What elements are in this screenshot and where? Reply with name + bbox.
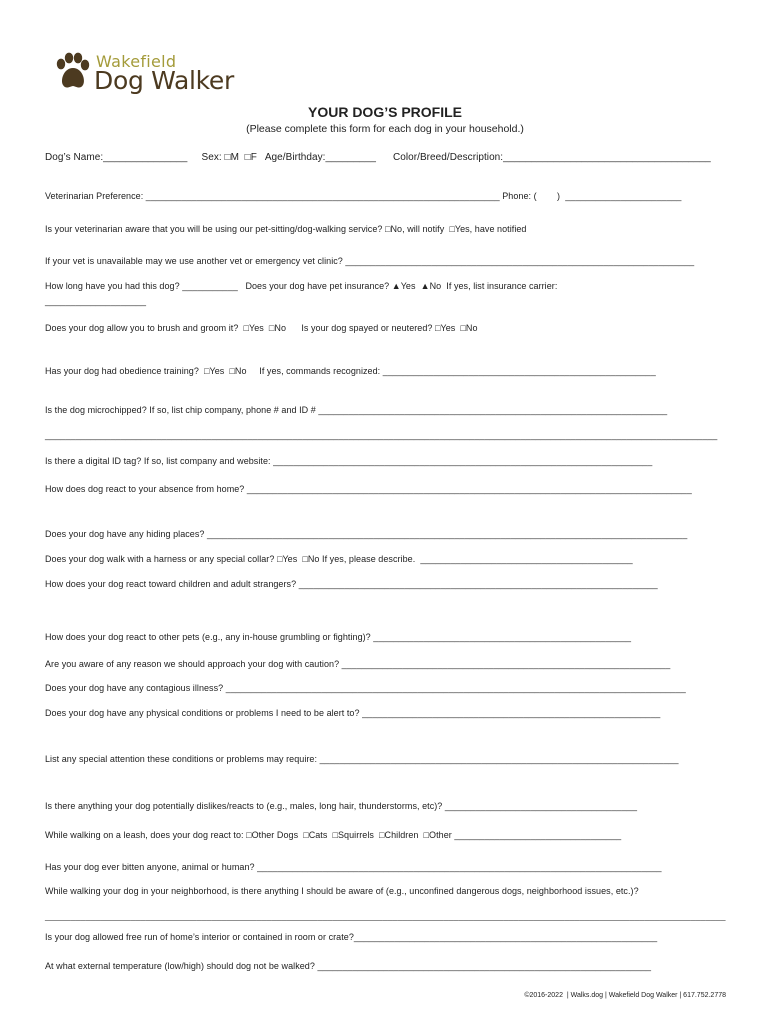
brand-name-top: Wakefield (96, 52, 177, 71)
contagious-illness-row[interactable]: Does your dog have any contagious illness? ___________________________________________________________________________________________ (45, 683, 686, 693)
insurance-carrier-field[interactable]: ____________________ (45, 296, 147, 306)
digital-id-row[interactable]: Is there a digital ID tag? If so, list company and website: ___________________________________________________________________________ (45, 456, 653, 466)
neighborhood-answer-line[interactable]: _______________________________________________________________________________________________________________________________________ (45, 911, 726, 921)
microchip-extra-line[interactable]: _____________________________________________________________________________________________________________________________________ (45, 430, 718, 440)
neighborhood-row: While walking your dog in your neighborhood, is there anything I should be aware of (e.g., unconfined dangerous dogs, neighborhood issues, etc.)? (45, 886, 639, 896)
bitten-row[interactable]: Has your dog ever bitten anyone, animal or human? ________________________________________________________________________________ (45, 862, 662, 872)
leash-reaction-row[interactable]: While walking on a leash, does your dog react to: □Other Dogs □Cats □Squirrels □Children □Other _________________________________ (45, 830, 622, 840)
special-attention-row[interactable]: List any special attention these conditions or problems may require: _______________________________________________________________________ (45, 754, 679, 764)
strangers-reaction-row[interactable]: How does your dog react toward children and adult strangers? _______________________________________________________________________ (45, 579, 658, 589)
microchip-row[interactable]: Is the dog microchipped? If so, list chip company, phone # and ID # _____________________________________________________________________ (45, 405, 668, 415)
page-title: YOUR DOG’S PROFILE (307, 104, 462, 120)
alternate-vet-row[interactable]: If your vet is unavailable may we use another vet or emergency vet clinic? _____________________________________________________________________ (45, 256, 695, 266)
harness-collar-row[interactable]: Does your dog walk with a harness or any special collar? □Yes □No If yes, please describe. __________________________________________ (45, 554, 633, 564)
absence-reaction-row[interactable]: How does dog react to your absence from home? ________________________________________________________________________________________ (45, 484, 692, 494)
brand-logo (52, 52, 252, 98)
veterinarian-row[interactable]: Veterinarian Preference: ______________________________________________________________________ Phone: ( ) _______________________ (45, 191, 682, 201)
caution-row[interactable]: Are you aware of any reason we should approach your dog with caution? _________________________________________________________________ (45, 659, 671, 669)
free-run-row[interactable]: Is your dog allowed free run of home’s interior or contained in room or crate?____________________________________________________________ (45, 932, 658, 942)
page-subtitle: (Please complete this form for each dog in your household.) (246, 123, 524, 135)
hiding-places-row[interactable]: Does your dog have any hiding places? _______________________________________________________________________________________________ (45, 529, 688, 539)
other-pets-row[interactable]: How does your dog react to other pets (e.g., any in-house grumbling or fighting)? ___________________________________________________ (45, 632, 632, 642)
paw-print-icon (52, 52, 92, 92)
obedience-row[interactable]: Has your dog had obedience training? □Yes □No If yes, commands recognized: ______________________________________________________ (45, 366, 656, 376)
footer-contact: ©2016-2022 | Walks.dog | Wakefield Dog Walker | 617.752.2778 (524, 992, 726, 999)
temperature-row[interactable]: At what external temperature (low/high) should dog not be walked? __________________________________________________________________ (45, 961, 652, 971)
dislikes-row[interactable]: Is there anything your dog potentially dislikes/reacts to (e.g., males, long hair, thunderstorms, etc)? ______________________________________ (45, 801, 638, 811)
brand-name-bottom: Dog Walker (94, 66, 234, 95)
dog-name-row[interactable]: Dog’s Name:_______________ Sex: □M □F Age/Birthday:_________ Color/Breed/Description:_____________________________________ (45, 152, 711, 163)
grooming-spay-row[interactable]: Does your dog allow you to brush and groom it? □Yes □No Is your dog spayed or neutered? □Yes □No (45, 323, 478, 333)
physical-conditions-row[interactable]: Does your dog have any physical conditions or problems I need to be alert to? ___________________________________________________________ (45, 708, 661, 718)
vet-aware-row[interactable]: Is your veterinarian aware that you will be using our pet-sitting/dog-walking service? □No, will notify □Yes, have notified (45, 224, 527, 234)
ownership-insurance-row[interactable]: How long have you had this dog? ___________ Does your dog have pet insurance? ▲Yes ▲No If yes, list insurance carrier: (45, 281, 558, 291)
